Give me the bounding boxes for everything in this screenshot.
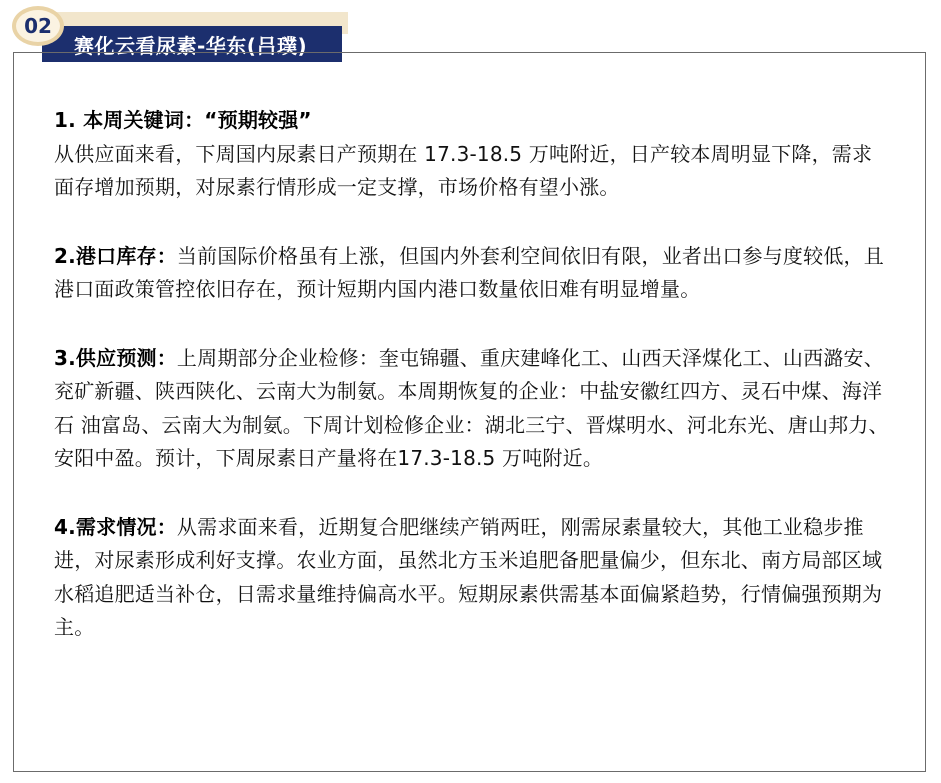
section-demand [54,511,890,645]
section-heading: 4.需求情况： [54,514,177,539]
section-body: 当前国际价格虽有上涨，但国内外套利空间依旧有限，业者出口参与度较低，且港口面政策管控依旧存在，预计短期内国内港口数量依旧难有明显增量。 [54,243,884,301]
section-number-badge [12,6,64,46]
section-body: 上周期部分企业检修：奎屯锦疆、重庆建峰化工、山西天泽煤化工、山西潞安、兖矿新疆、陕西陕化、云南大为制氨。本周期恢复的企业：中盐安徽红四方、灵石中煤、海洋石 油富岛、云南大为制氨。下周计划检修企业：湖北三宁、晋煤明水、河北东光、唐山邦力、安阳中盈。预计，下周尿素日产量将在17.3-18.5 万吨附近。 [54,345,889,470]
section-supply-forecast [54,342,890,476]
header-title: 赛化云看尿素-华东(吕璞) [74,33,308,58]
section-body: 从供应面来看，下周国内尿素日产预期在 17.3-18.5 万吨附近，日产较本周明显下降，需求面存增加预期，对尿素行情形成一定支撑，市场价格有望小涨。 [54,141,873,199]
report-content [54,104,890,680]
section-heading: 2.港口库存： [54,243,177,268]
section-port-inventory [54,240,890,307]
section-heading: 1. 本周关键词：“预期较强” [54,108,312,132]
section-keyword [54,104,890,205]
section-heading: 3.供应预测： [54,345,177,370]
section-number: 02 [24,14,52,38]
section-body: 从需求面来看，近期复合肥继续产销两旺，刚需尿素量较大，其他工业稳步推进，对尿素形成利好支撑。农业方面，虽然北方玉米追肥备肥量偏少，但东北、南方局部区域水稻追肥适当补仓，日需求量维持偏高水平。短期尿素供需基本面偏紧趋势，行情偏强预期为主。 [54,514,883,639]
